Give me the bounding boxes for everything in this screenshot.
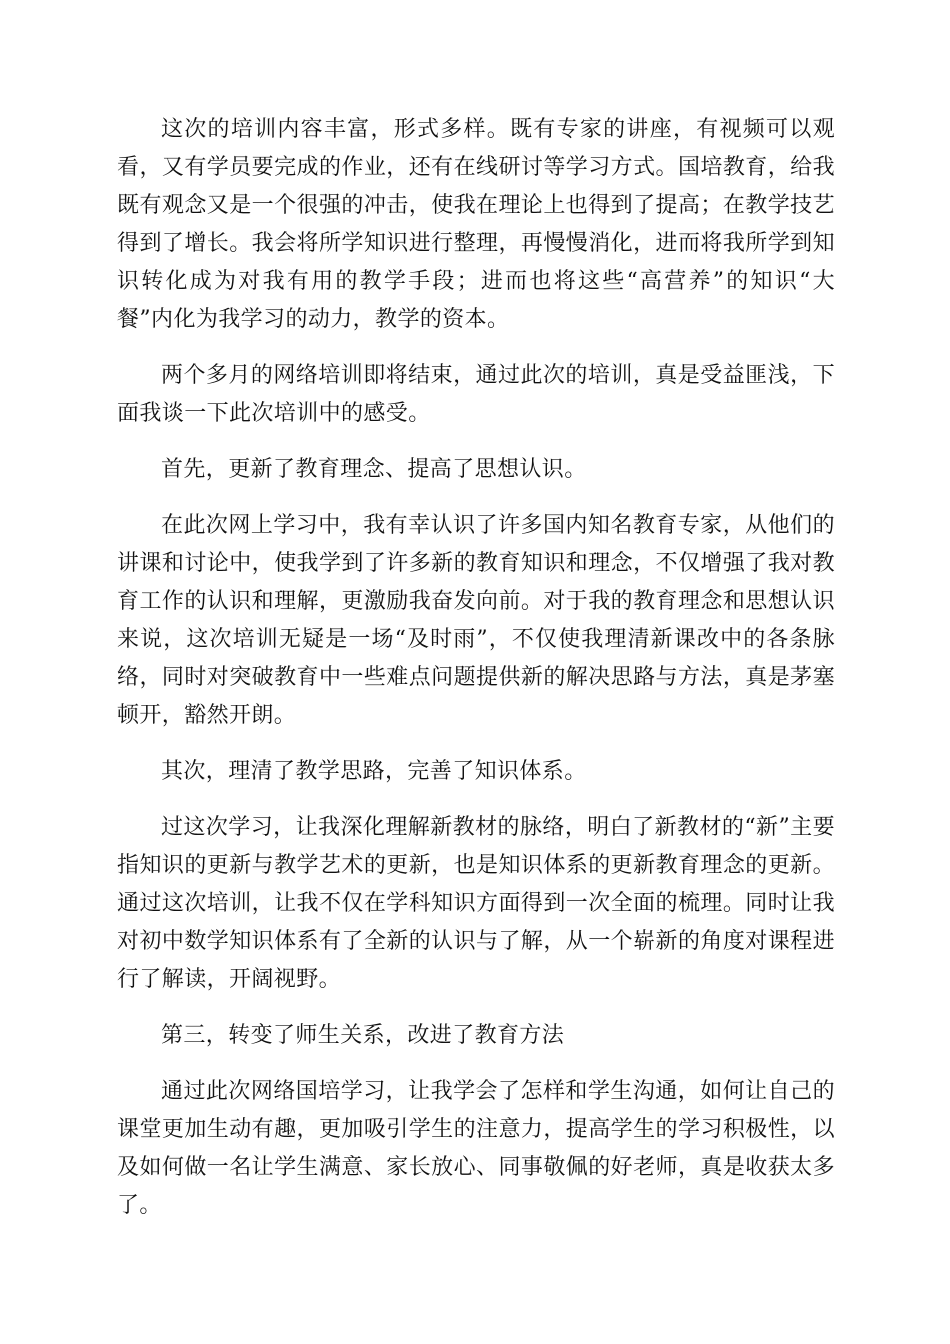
heading-first-point: 首先，更新了教育理念、提高了思想认识。 (161, 457, 587, 482)
paragraph-first-point: 在此次网上学习中，我有幸认识了许多国内知名教育专家，从他们的讲课和讨论中，使我学到了许多新的教育知识和理念，不仅增强了我对教育工作的认识和理解，更激励我奋发向前。对于我的教育理念和思想认识来说，这次培训无疑是一场“及时雨”，不仅使我理清新课改中的各条脉络，同时对突破教育中一些难点问题提供新的解决思路与方法，真是茅塞顿开，豁然开朗。 (117, 513, 835, 728)
paragraph-training-summary: 两个多月的网络培训即将结束，通过此次的培训，真是受益匪浅，下面我谈一下此次培训中的感受。 (117, 363, 835, 426)
paragraph-third-point: 通过此次网络国培学习，让我学会了怎样和学生沟通，如何让自己的课堂更加生动有趣，更加吸引学生的注意力，提高学生的学习积极性，以及如何做一名让学生满意、家长放心、同事敬佩的好老师，真是收获太多了。 (117, 1079, 835, 1218)
heading-second-point: 其次，理清了教学思路，完善了知识体系。 (161, 759, 587, 784)
paragraph-training-content: 这次的培训内容丰富，形式多样。既有专家的讲座，有视频可以观看，又有学员要完成的作业，还有在线研讨等学习方式。国培教育，给我既有观念又是一个很强的冲击，使我在理论上也得到了提高；在教学技艺得到了增长。我会将所学知识进行整理，再慢慢消化，进而将我所学到知识转化成为对我有用的教学手段；进而也将这些“高营养”的知识“大餐”内化为我学习的动力，教学的资本。 (117, 117, 835, 332)
paragraph-second-point: 过这次学习，让我深化理解新教材的脉络，明白了新教材的“新”主要指知识的更新与教学艺术的更新，也是知识体系的更新教育理念的更新。通过这次培训，让我不仅在学科知识方面得到一次全面的梳理。同时让我对初中数学知识体系有了全新的认识与了解，从一个崭新的角度对课程进行了解读，开阔视野。 (117, 815, 835, 992)
document-body (117, 111, 835, 1243)
heading-third-point: 第三，转变了师生关系，改进了教育方法 (161, 1023, 565, 1048)
